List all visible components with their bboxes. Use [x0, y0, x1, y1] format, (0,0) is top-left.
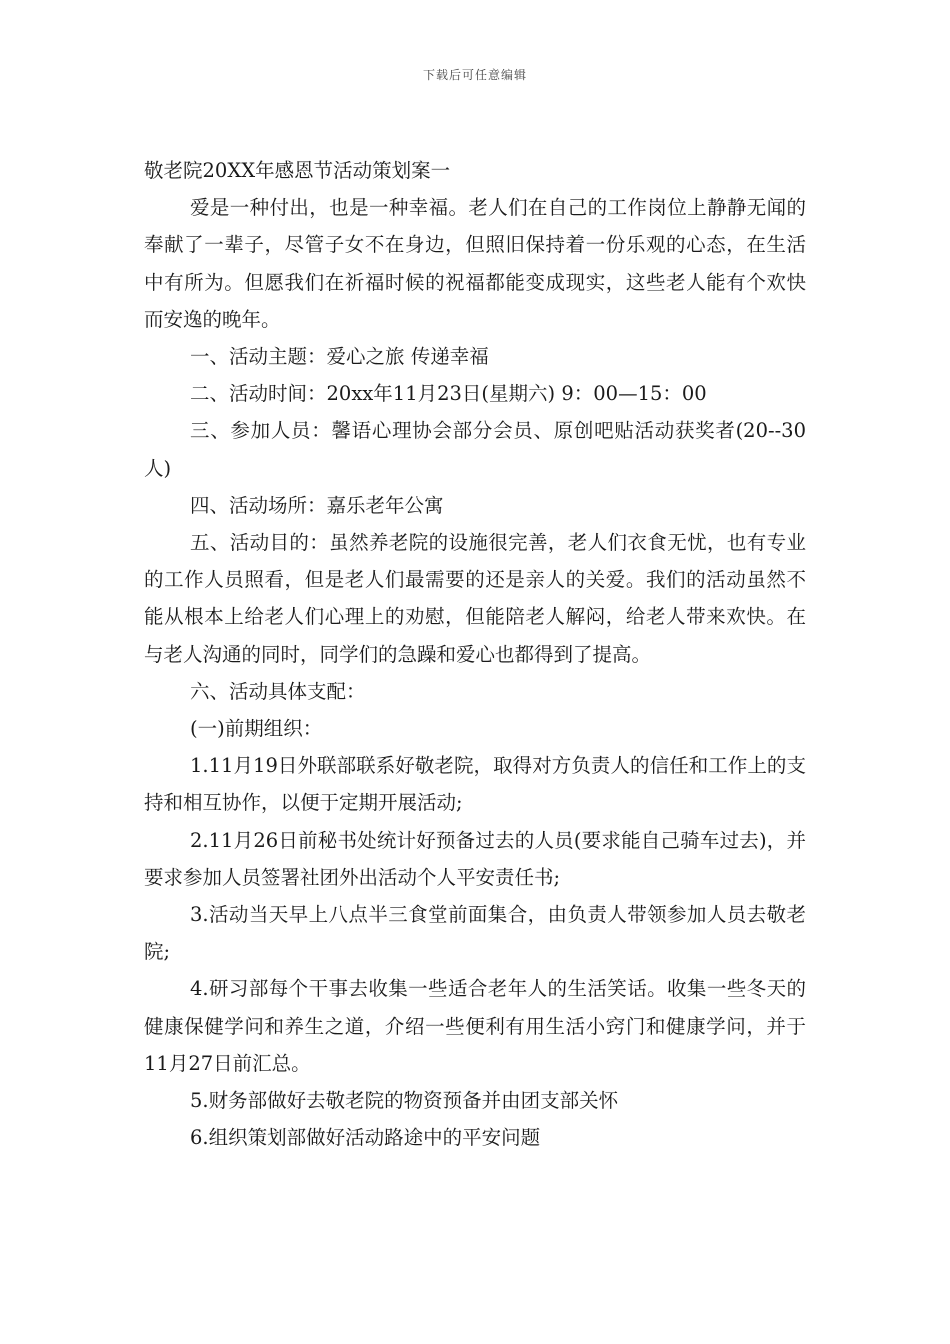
list-item: 2.11月26日前秘书处统计好预备过去的人员(要求能自己骑车过去)，并要求参加人员签署社团外出活动个人平安责任书; — [144, 828, 806, 889]
activity-time: 二、活动时间：20xx年11月23日(星期六) 9：00—15：00 — [190, 382, 707, 406]
intro-paragraph: 爱是一种付出，也是一种幸福。老人们在自己的工作岗位上静静无闻的奉献了一辈子，尽管子女不在身边，但照旧保持着一份乐观的心态，在生活中有所为。但愿我们在祈福时候的祝福都能变成现实，这些老人能有个欢快而安逸的晚年。 — [144, 196, 806, 331]
list-item: 4.研习部每个干事去收集一些适合老年人的生活笑话。收集一些冬天的健康保健学问和养生之道，介绍一些便利有用生活小窍门和健康学问，并于11月27日前汇总。 — [144, 977, 806, 1075]
activity-arrangement-heading: 六、活动具体支配： — [190, 679, 366, 703]
document-body — [144, 152, 806, 1156]
list-item: 6.组织策划部做好活动路途中的平安问题 — [190, 1126, 541, 1150]
activity-purpose: 五、活动目的：虽然养老院的设施很完善，老人们衣食无忧，也有专业的工作人员照看，但是老人们最需要的还是亲人的关爱。我们的活动虽然不能从根本上给老人们心理上的劝慰，但能陪老人解闷，给老人带来欢快。在与老人沟通的同时，同学们的急躁和爱心也都得到了提高。 — [144, 531, 806, 666]
list-item: 1.11月19日外联部联系好敬老院，取得对方负责人的信任和工作上的支持和相互协作，以便于定期开展活动; — [144, 754, 806, 815]
list-item: 5.财务部做好去敬老院的物资预备并由团支部关怀 — [190, 1089, 619, 1113]
participants: 三、参加人员：馨语心理协会部分会员、原创吧贴活动获奖者(20--30人) — [144, 419, 806, 480]
list-item: 3.活动当天早上八点半三食堂前面集合，由负责人带领参加人员去敬老院; — [144, 903, 806, 964]
document-title: 敬老院20XX年感恩节活动策划案一 — [144, 159, 451, 182]
page-header: 下载后可任意编辑 — [422, 68, 527, 82]
preliminary-organization-heading: (一)前期组织： — [190, 717, 323, 741]
activity-venue: 四、活动场所：嘉乐老年公寓 — [190, 493, 444, 517]
activity-theme: 一、活动主题：爱心之旅 传递幸福 — [190, 345, 489, 369]
